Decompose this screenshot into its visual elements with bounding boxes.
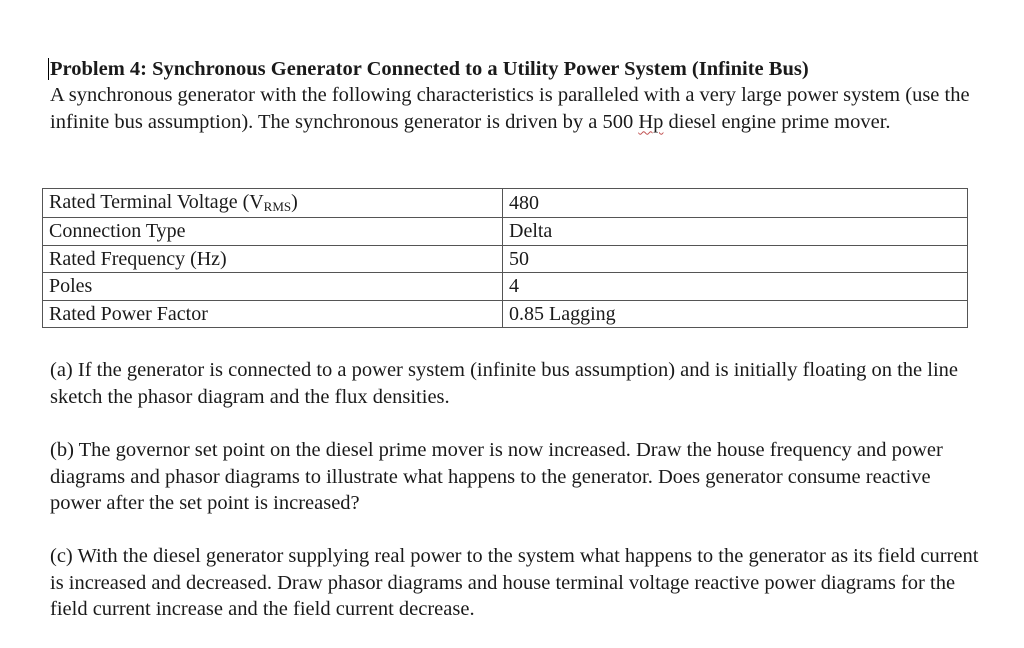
spec-value: 4	[503, 273, 968, 301]
spec-value: Delta	[503, 218, 968, 246]
question-a: (a) If the generator is connected to a power system (infinite bus assumption) and is initially floating on the line sketch the phasor diagram and the flux densities.	[50, 359, 959, 408]
intro-text-end: diesel engine prime mover.	[663, 110, 891, 133]
problem-header	[50, 56, 980, 135]
table-row	[43, 189, 968, 218]
problem-intro	[50, 82, 980, 135]
text-cursor	[48, 58, 49, 80]
generator-specs-table	[42, 188, 968, 328]
spec-label-subscript: RMS	[263, 199, 292, 214]
table-row	[43, 273, 968, 301]
spec-label	[43, 189, 503, 218]
table-row	[43, 218, 968, 246]
table-row	[43, 300, 968, 328]
spec-label: Connection Type	[43, 218, 503, 246]
problem-title: Problem 4: Synchronous Generator Connected to a Utility Power System (Infinite Bus)	[50, 58, 809, 80]
spec-label: Poles	[43, 273, 503, 301]
spec-label-close: )	[291, 191, 298, 213]
spellcheck-word-hp[interactable]: Hp	[638, 110, 664, 133]
spec-label-text: Rated Terminal Voltage (V	[49, 191, 264, 213]
table-row	[43, 245, 968, 273]
spec-value: 0.85 Lagging	[503, 300, 968, 328]
intro-text-start: A synchronous generator with the following characteristics is paralleled with a very large power system (use the infinite bus assumption). The synchronous generator is driven by a 500	[50, 84, 970, 133]
spec-value: 50	[503, 245, 968, 273]
spec-label: Rated Frequency (Hz)	[43, 245, 503, 273]
spec-value: 480	[503, 189, 968, 218]
question-b: (b) The governor set point on the diesel prime mover is now increased. Draw the house frequency and power diagrams and phasor diagrams to illustrate what happens to the generator. Does generator consume reactive power after the set point is increased?	[50, 439, 943, 514]
question-c: (c) With the diesel generator supplying real power to the system what happens to the generator as its field current is increased and decreased. Draw phasor diagrams and house terminal voltage reactive power diagrams for the field current increase and the field current decrease.	[50, 545, 979, 620]
spec-label: Rated Power Factor	[43, 300, 503, 328]
